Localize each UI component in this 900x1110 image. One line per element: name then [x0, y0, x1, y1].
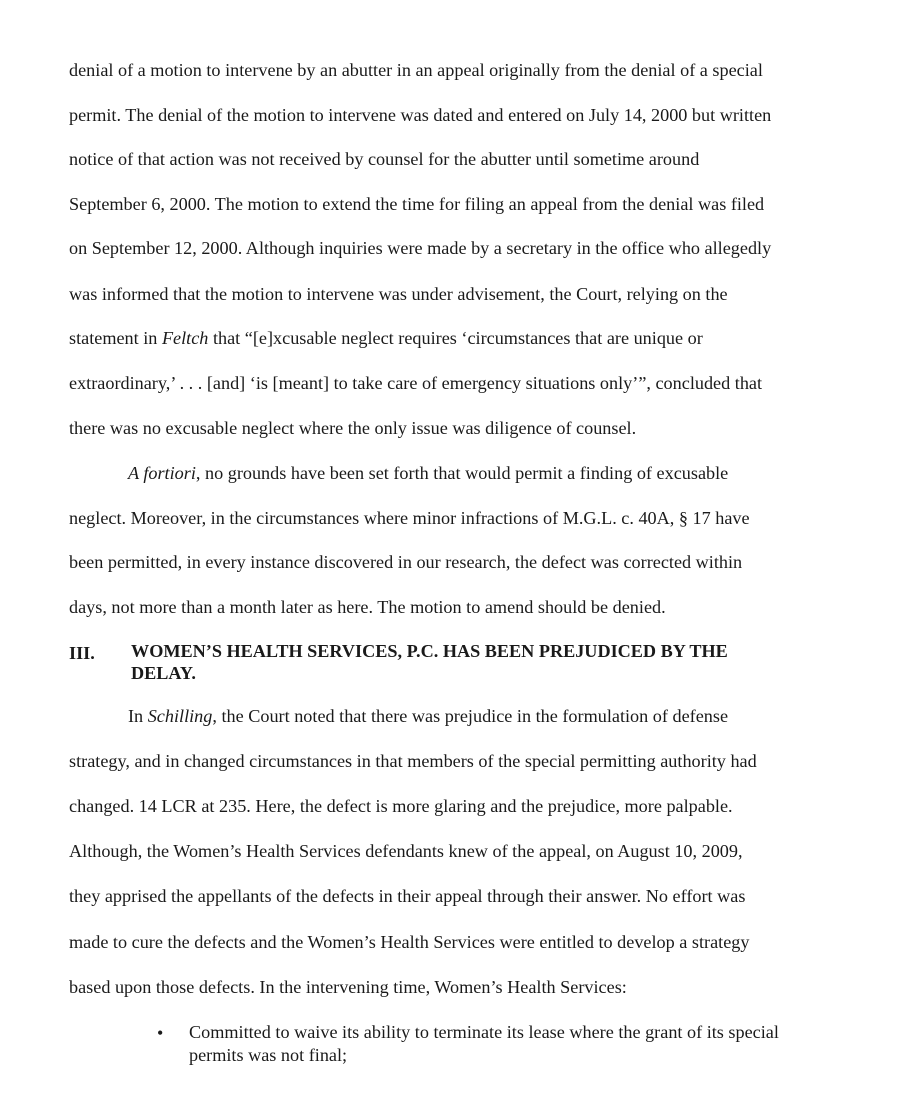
paragraph-line: there was no excusable neglect where the only issue was diligence of counsel. [69, 418, 637, 438]
text-run: In [128, 706, 148, 726]
text-run: that “[e]xcusable neglect requires ‘circumstances that are unique or [208, 328, 703, 348]
section-heading-line: DELAY. [131, 663, 196, 683]
paragraph-line [128, 705, 728, 727]
paragraph-line: September 6, 2000. The motion to extend the time for filing an appeal from the denial was filed [69, 194, 765, 214]
section-number: III. [69, 643, 95, 663]
paragraph-line: Although, the Women’s Health Services defendants knew of the appeal, on August 10, 2009, [69, 841, 743, 861]
text-run: , no grounds have been set forth that would permit a finding of excusable [195, 463, 729, 483]
latin-phrase-italic: A fortiori [128, 463, 196, 483]
paragraph-line [128, 462, 728, 484]
paragraph-line: based upon those defects. In the intervening time, Women’s Health Services: [69, 977, 627, 997]
paragraph-line: permit. The denial of the motion to intervene was dated and entered on July 14, 2000 but written [69, 105, 772, 125]
paragraph-line: strategy, and in changed circumstances in that members of the special permitting authority had [69, 751, 757, 771]
paragraph-line: changed. 14 LCR at 235. Here, the defect is more glaring and the prejudice, more palpable. [69, 796, 733, 816]
paragraph-line: extraordinary,’ . . . [and] ‘is [meant] to take care of emergency situations only’”, concluded that [69, 373, 763, 393]
text-run: , the Court noted that there was prejudice in the formulation of defense [212, 706, 729, 726]
paragraph-line: made to cure the defects and the Women’s Health Services were entitled to develop a strategy [69, 932, 750, 952]
paragraph-line: days, not more than a month later as here. The motion to amend should be denied. [69, 597, 666, 617]
paragraph-line: notice of that action was not received by counsel for the abutter until sometime around [69, 149, 700, 169]
paragraph-line [69, 327, 703, 349]
bullet-item-line: Committed to waive its ability to terminate its lease where the grant of its special [189, 1022, 779, 1042]
case-name-italic: Schilling [147, 706, 213, 726]
paragraph-line: been permitted, in every instance discovered in our research, the defect was corrected within [69, 552, 743, 572]
paragraph-line: neglect. Moreover, in the circumstances where minor infractions of M.G.L. c. 40A, § 17 have [69, 508, 750, 528]
paragraph-line: they apprised the appellants of the defects in their appeal through their answer. No effort was [69, 886, 746, 906]
bullet-item-line: permits was not final; [189, 1045, 348, 1065]
paragraph-line: denial of a motion to intervene by an abutter in an appeal originally from the denial of a special [69, 60, 763, 80]
paragraph-line: on September 12, 2000. Although inquiries were made by a secretary in the office who allegedly [69, 238, 772, 258]
paragraph-line: was informed that the motion to intervene was under advisement, the Court, relying on the [69, 284, 728, 304]
bullet-icon: • [157, 1023, 164, 1043]
text-run: statement in [69, 328, 162, 348]
case-name-italic: Feltch [161, 328, 209, 348]
section-heading-line: WOMEN’S HEALTH SERVICES, P.C. HAS BEEN PREJUDICED BY THE [131, 641, 728, 661]
